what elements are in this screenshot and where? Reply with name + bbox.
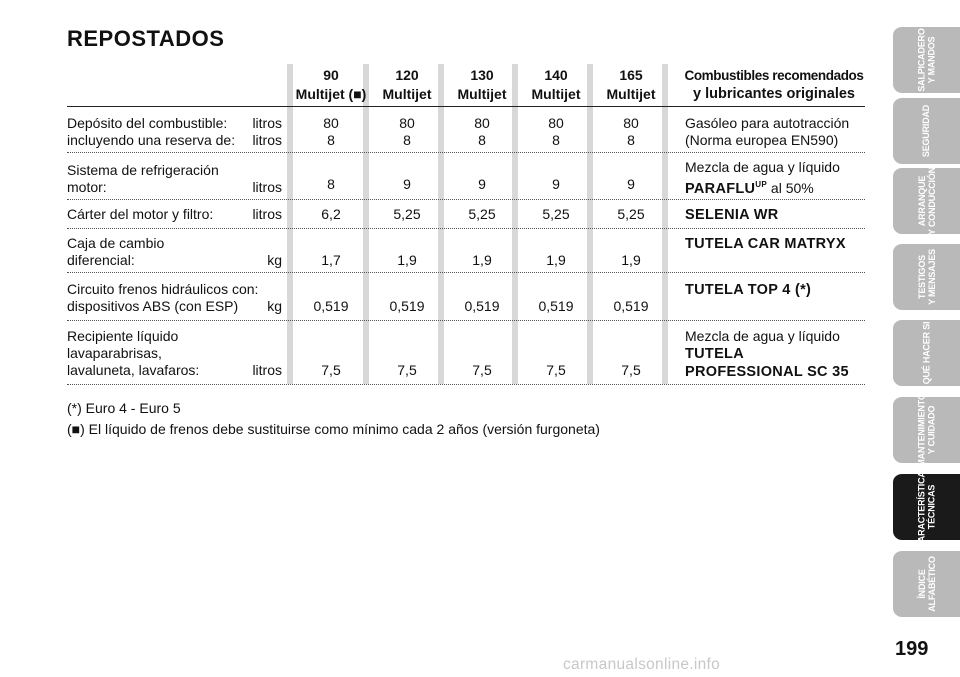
table-cell: 0,519	[313, 298, 349, 314]
label-line	[67, 132, 282, 149]
recommended-fuel	[685, 115, 875, 149]
fuel-text	[685, 363, 875, 381]
label-line	[67, 328, 282, 345]
section-tab-line: Y MENSAJES	[926, 249, 937, 305]
fuel-text: (Norma europea EN590)	[685, 132, 839, 148]
section-tab-label	[917, 167, 937, 235]
section-tab[interactable]	[893, 393, 960, 467]
fuel-product: TUTELA	[685, 346, 744, 362]
section-tab-line: Y CUIDADO	[926, 405, 937, 455]
label-line	[67, 362, 282, 379]
section-tab-label	[917, 556, 937, 612]
row-divider	[67, 320, 865, 321]
engine-name: Multijet (■)	[295, 86, 367, 102]
label-text: Caja de cambio	[67, 235, 165, 251]
label-text: Circuito frenos hidráulicos con:	[67, 281, 259, 297]
engine-header	[369, 66, 445, 104]
label-line	[67, 115, 282, 132]
label-unit: litros	[252, 206, 282, 222]
label-line	[67, 281, 282, 298]
fuel-suffix: al 50%	[767, 179, 814, 196]
row-label	[67, 162, 282, 196]
table-cell: 0,519	[464, 298, 500, 314]
fuel-product-sup: UP	[755, 180, 768, 189]
table-cell: 8	[478, 132, 486, 148]
engine-header	[593, 66, 669, 104]
watermark: carmanualsonline.info	[563, 656, 721, 673]
table-cell: 7,5	[546, 362, 566, 378]
section-tab-label	[917, 28, 937, 91]
section-tab[interactable]	[893, 97, 960, 164]
row-label	[67, 115, 282, 149]
page-title: REPOSTADOS	[67, 26, 225, 51]
label-text: incluyendo una reserva de:	[67, 132, 236, 148]
fuel-product: TUTELA TOP 4 (*)	[685, 282, 812, 298]
footnote: (■) El líquido de frenos debe sustituirse como mínimo cada 2 años (versión furgoneta)	[67, 421, 600, 437]
section-tab-line: SALPICADERO	[916, 28, 927, 92]
table-cell: 8	[327, 132, 335, 148]
section-tab-line: Y CONDUCCIÓN	[926, 167, 937, 235]
label-line	[67, 235, 282, 252]
section-tab-line: ALFABÉTICO	[926, 556, 937, 612]
recommended-fuel	[685, 235, 875, 253]
table-cell: 7,5	[621, 362, 641, 378]
row-divider	[67, 228, 865, 229]
label-text: diferencial:	[67, 252, 135, 268]
fuel-header-line: y lubricantes originales	[693, 86, 855, 102]
section-tab-label	[916, 249, 936, 305]
label-line	[67, 206, 282, 223]
engine-power: 140	[544, 67, 568, 83]
label-line	[67, 298, 282, 315]
section-tab[interactable]	[893, 465, 960, 549]
fuel-text	[685, 176, 875, 198]
table-cell: 1,9	[621, 252, 641, 268]
engine-power: 130	[470, 67, 494, 83]
table-cell: 5,25	[468, 206, 496, 222]
table-cell: 7,5	[321, 362, 341, 378]
table-cell: 5,25	[393, 206, 421, 222]
label-unit: litros	[252, 132, 282, 148]
engine-header	[444, 66, 520, 104]
table-cell: 6,2	[321, 206, 341, 222]
label-unit: kg	[267, 298, 282, 314]
table-cell: 80	[474, 115, 490, 131]
recommended-fuel	[685, 206, 875, 224]
label-text: lavaparabrisas,	[67, 345, 162, 361]
label-line	[67, 162, 282, 179]
engine-name: Multijet	[606, 86, 656, 102]
section-tab-line: Y MANDOS	[926, 36, 937, 84]
row-divider	[67, 384, 865, 385]
section-tab[interactable]	[893, 26, 960, 93]
engine-name: Multijet	[457, 86, 507, 102]
fuel-text	[685, 345, 875, 363]
engine-header	[293, 66, 369, 104]
section-tab-line: CARACTERÍSTICAS	[916, 465, 927, 549]
section-tab-line: MANTENIMIENTO	[916, 393, 927, 467]
column-separator	[587, 64, 593, 384]
label-text: Sistema de refrigeración	[67, 162, 219, 178]
label-text: Depósito del combustible:	[67, 115, 228, 131]
row-label	[67, 235, 282, 269]
column-separator	[287, 64, 293, 384]
fuel-product: TUTELA CAR MATRYX	[685, 236, 846, 252]
column-separator	[512, 64, 518, 384]
table-cell: 8	[627, 132, 635, 148]
table-cell: 1,9	[397, 252, 417, 268]
section-tab-line: TESTIGOS	[916, 255, 927, 299]
label-unit: litros	[252, 179, 282, 195]
table-cell: 80	[548, 115, 564, 131]
table-cell: 80	[323, 115, 339, 131]
section-tab-label	[917, 465, 937, 548]
row-divider	[67, 106, 865, 107]
section-tab[interactable]	[893, 550, 960, 617]
label-line	[67, 345, 282, 362]
label-text: motor:	[67, 179, 107, 195]
engine-name: Multijet	[382, 86, 432, 102]
table-cell: 80	[399, 115, 415, 131]
engine-power: 165	[619, 67, 643, 83]
fuel-text: Mezcla de agua y líquido	[685, 159, 840, 175]
table-cell: 80	[623, 115, 639, 131]
section-tab-label	[921, 322, 931, 385]
label-text: Recipiente líquido	[67, 328, 179, 344]
table-cell: 7,5	[397, 362, 417, 378]
fuel-text	[685, 235, 875, 253]
fuel-header-line: Combustibles recomendados	[684, 68, 864, 83]
section-tab-label	[917, 393, 937, 466]
label-text: dispositivos ABS (con ESP)	[67, 298, 239, 314]
table-cell: 1,9	[472, 252, 492, 268]
table-cell: 9	[627, 176, 635, 192]
label-line	[67, 252, 282, 269]
table-cell: 0,519	[613, 298, 649, 314]
label-unit: kg	[267, 252, 282, 268]
engine-power: 90	[323, 67, 339, 83]
table-cell: 9	[478, 176, 486, 192]
section-tab[interactable]	[893, 243, 960, 310]
label-line	[67, 179, 282, 196]
table-cell: 1,9	[546, 252, 566, 268]
fuel-text	[685, 206, 875, 224]
table-cell: 9	[552, 176, 560, 192]
section-tab[interactable]	[893, 319, 960, 386]
table-cell: 5,25	[617, 206, 645, 222]
fuel-product: $PARAFLU^{UP}$	[685, 180, 768, 197]
table-cell: 8	[552, 132, 560, 148]
row-label	[67, 206, 282, 223]
label-unit: litros	[252, 362, 282, 378]
footnote: (*) Euro 4 - Euro 5	[67, 400, 181, 416]
section-tab-line: SEGURIDAD	[921, 104, 932, 158]
row-divider	[67, 272, 865, 273]
column-separator	[662, 64, 668, 384]
fuel-product: SELENIA WR	[685, 207, 779, 223]
fuel-text: Mezcla de agua y líquido	[685, 328, 840, 344]
engine-header	[518, 66, 594, 104]
label-text: Cárter del motor y filtro:	[67, 206, 214, 222]
engine-name: Multijet	[531, 86, 581, 102]
recommended-fuel	[685, 328, 875, 381]
section-tab-line: QUÉ HACER SI	[921, 321, 932, 385]
table-cell: 9	[403, 176, 411, 192]
column-separator	[438, 64, 444, 384]
fuel-header	[676, 66, 872, 104]
table-cell: 1,7	[321, 252, 341, 268]
table-cell: 7,5	[472, 362, 492, 378]
row-label	[67, 281, 282, 315]
fuel-text: Gasóleo para autotracción	[685, 115, 850, 131]
section-tab-line: ARRANQUE	[916, 175, 927, 227]
engine-power: 120	[395, 67, 419, 83]
row-divider	[67, 152, 865, 153]
section-tab-line: TÉCNICAS	[926, 484, 937, 530]
section-tab[interactable]	[893, 167, 960, 234]
label-text: lavaluneta, lavafaros:	[67, 362, 200, 378]
section-tab-line: ÍNDICE	[916, 569, 927, 599]
row-divider	[67, 199, 865, 200]
fuel-product: PROFESSIONAL SC 35	[685, 364, 849, 380]
table-cell: 8	[327, 176, 335, 192]
table-cell: 0,519	[538, 298, 574, 314]
table-cell: 0,519	[389, 298, 425, 314]
recommended-fuel	[685, 281, 875, 299]
table-cell: 8	[403, 132, 411, 148]
recommended-fuel	[685, 159, 875, 198]
row-label	[67, 328, 282, 379]
table-cell: 5,25	[542, 206, 570, 222]
column-separator	[363, 64, 369, 384]
label-unit: litros	[252, 115, 282, 131]
page-number: 199	[895, 638, 929, 660]
section-tab-label	[922, 105, 932, 157]
fuel-text	[685, 281, 875, 299]
